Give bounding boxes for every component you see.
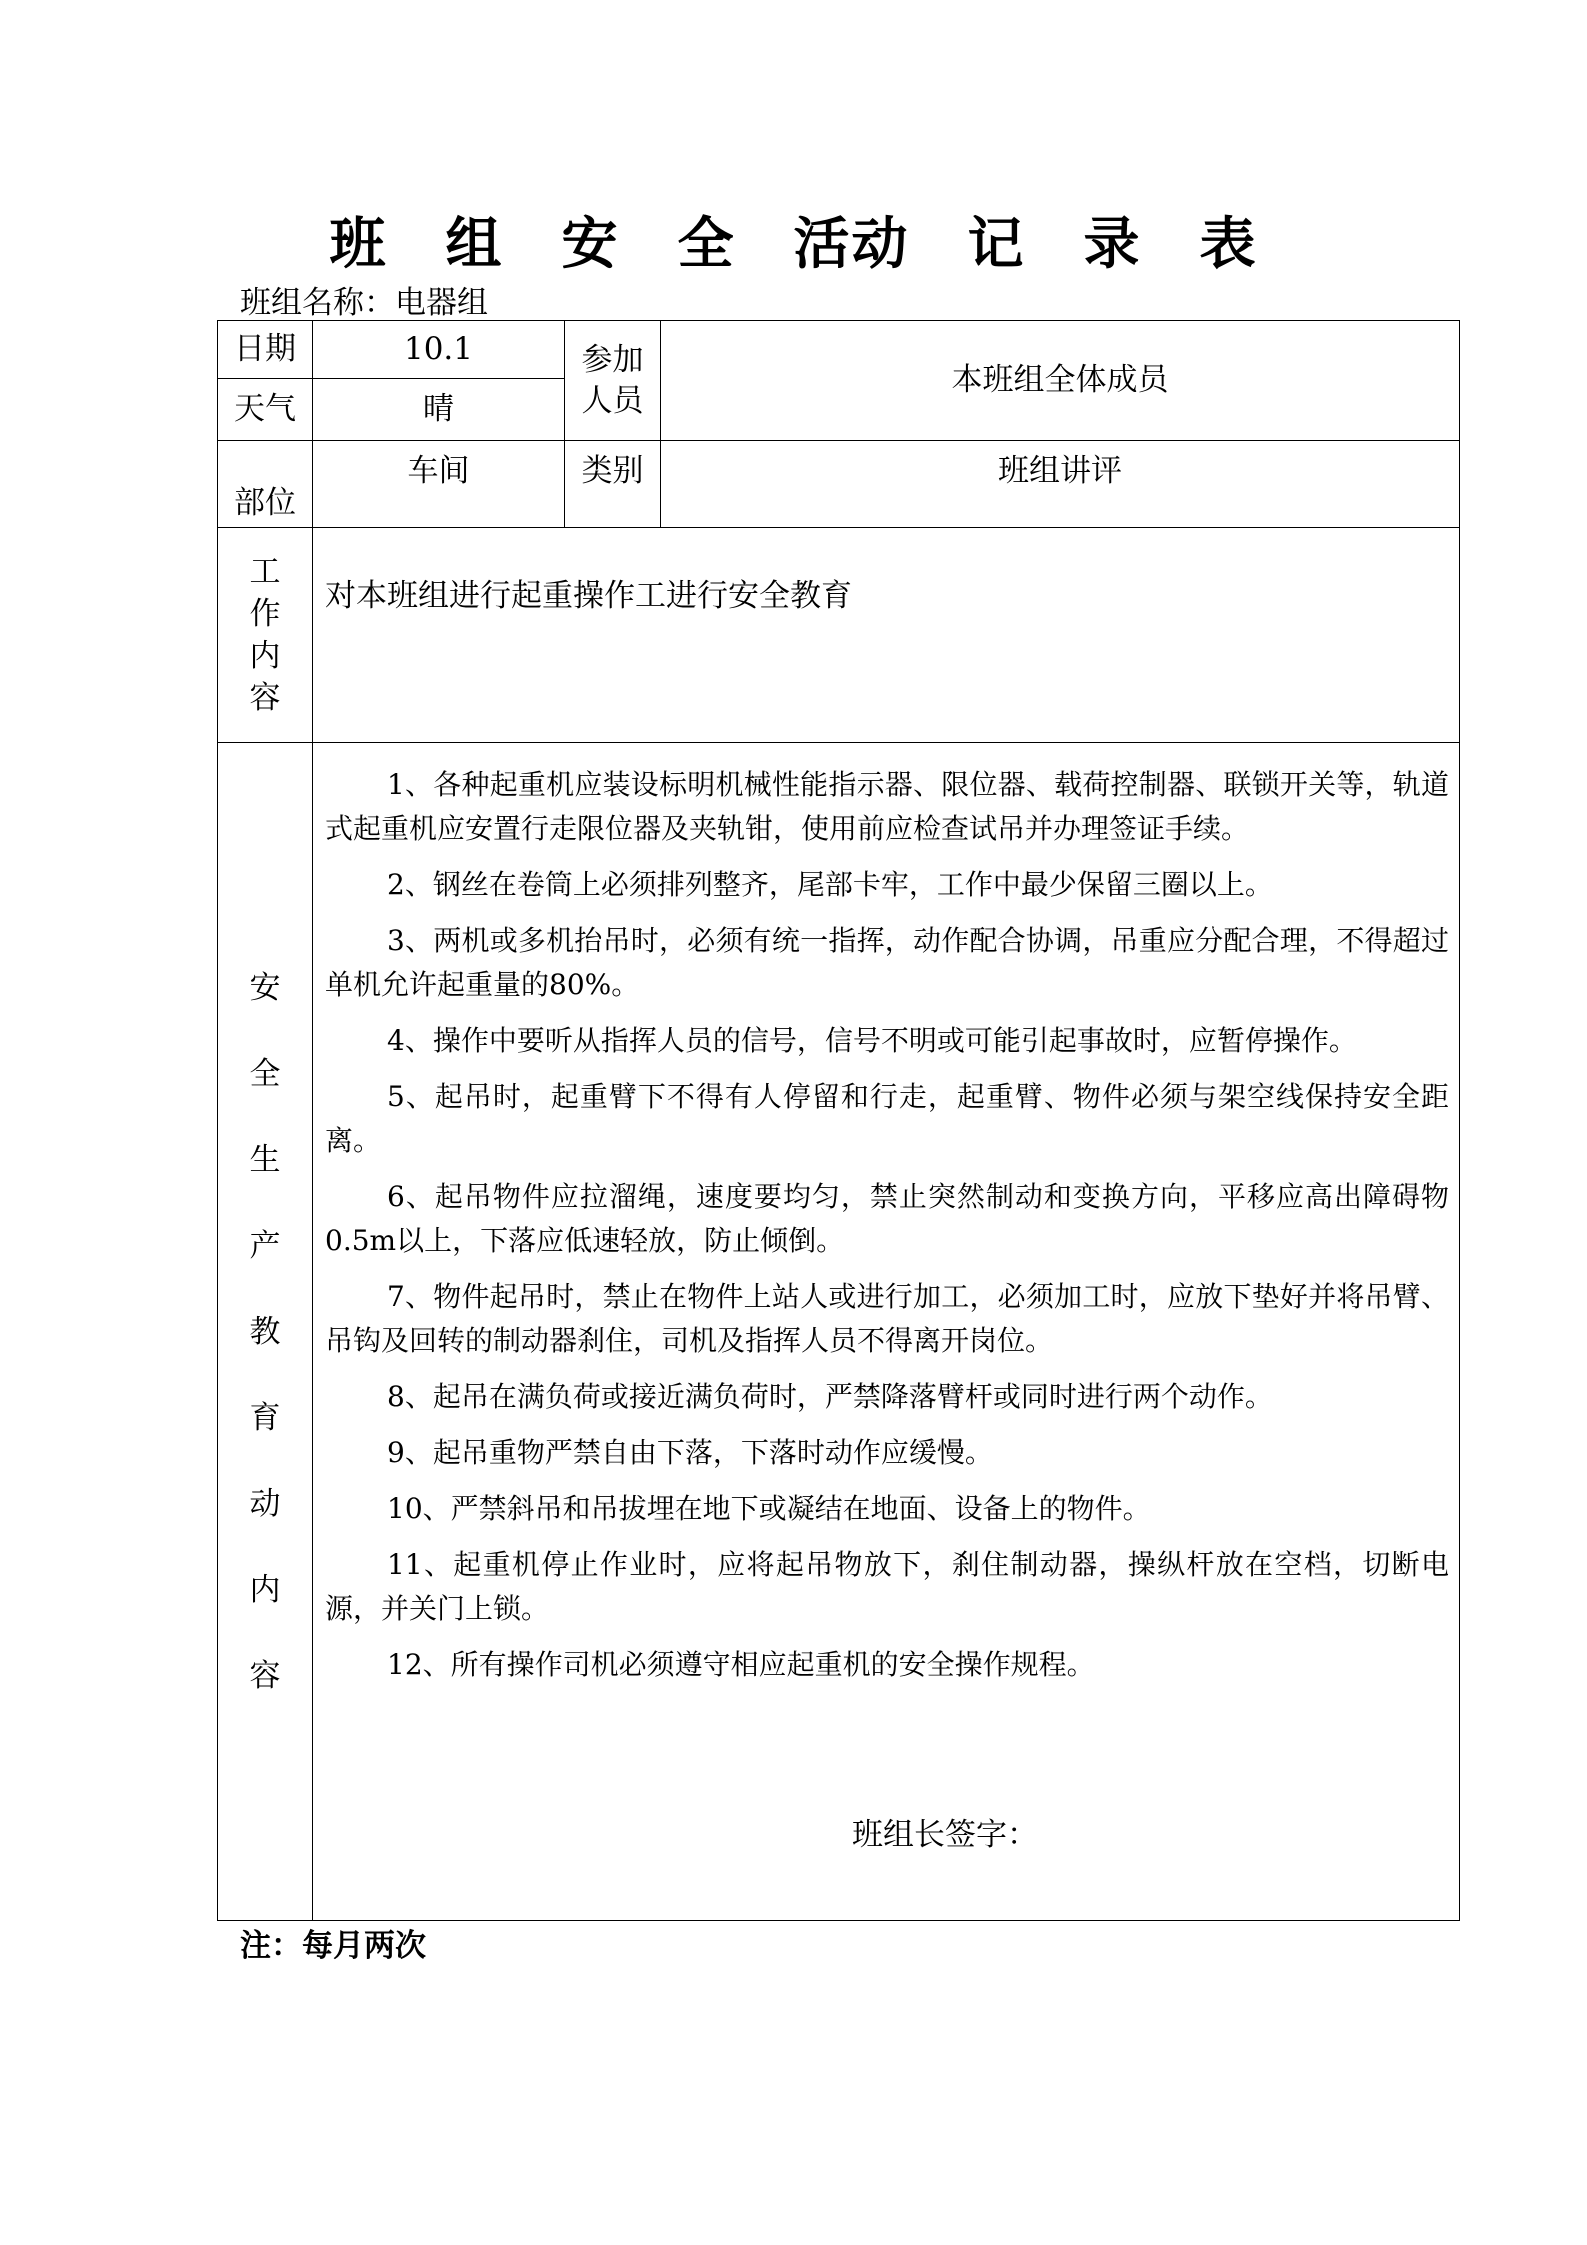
title-char: 班 <box>329 211 388 277</box>
safety-education-content <box>313 743 1460 1921</box>
safety-rule: 7、物件起吊时，禁止在物件上站人或进行加工，必须加工时，应放下垫好并将吊臂、吊钩及回转的制动器刹住，司机及指挥人员不得离开岗位。 <box>325 1280 1449 1357</box>
safety-education-label <box>218 743 313 1921</box>
participants-label-line: 人员 <box>581 382 644 419</box>
work-label-char: 工 <box>249 554 281 590</box>
title-char: 安 <box>561 211 620 277</box>
title-char: 表 <box>1199 211 1258 277</box>
safety-label-char: 容 <box>249 1657 281 1694</box>
team-leader-signature-label: 班组长签字： <box>852 1817 1038 1853</box>
title-char: 记 <box>967 211 1026 277</box>
safety-label-char: 全 <box>249 1055 281 1092</box>
safety-label-char: 产 <box>249 1227 281 1264</box>
safety-rule: 12、所有操作司机必须遵守相应起重机的安全操作规程。 <box>387 1648 1095 1681</box>
safety-rule: 3、两机或多机抬吊时，必须有统一指挥，动作配合协调，吊重应分配合理，不得超过单机允许起重量的80%。 <box>325 924 1449 1001</box>
location-label: 部位 <box>218 441 313 528</box>
safety-rule: 1、各种起重机应装设标明机械性能指示器、限位器、载荷控制器、联锁开关等，轨道式起重机应安置行走限位器及夹轨钳，使用前应检查试吊并办理签证手续。 <box>325 768 1449 845</box>
work-label-char: 容 <box>249 680 281 716</box>
work-label-char: 作 <box>249 596 281 632</box>
participants-label <box>565 321 661 441</box>
category-label: 类别 <box>565 441 661 528</box>
safety-rule: 5、起吊时，起重臂下不得有人停留和行走，起重臂、物件必须与架空线保持安全距离。 <box>325 1080 1449 1157</box>
weather-value: 晴 <box>313 379 565 441</box>
work-content-value: 对本班组进行起重操作工进行安全教育 <box>313 528 1460 743</box>
safety-rule: 4、操作中要听从指挥人员的信号，信号不明或可能引起事故时，应暂停操作。 <box>387 1024 1357 1057</box>
title-char: 活动 <box>793 211 910 277</box>
participants-value: 本班组全体成员 <box>661 321 1460 441</box>
title-char: 组 <box>445 211 504 277</box>
safety-rule: 8、起吊在满负荷或接近满负荷时，严禁降落臂杆或同时进行两个动作。 <box>387 1380 1273 1413</box>
safety-rule: 2、钢丝在卷筒上必须排列整齐，尾部卡牢，工作中最少保留三圈以上。 <box>387 868 1273 901</box>
title-char: 录 <box>1083 211 1142 277</box>
weather-label: 天气 <box>218 379 313 441</box>
team-name: 班组名称：电器组 <box>240 285 488 321</box>
safety-rule: 9、起吊重物严禁自由下落，下落时动作应缓慢。 <box>387 1436 993 1469</box>
date-label: 日期 <box>218 321 313 379</box>
activity-record-table <box>217 320 1460 1921</box>
category-value: 班组讲评 <box>661 441 1460 528</box>
safety-rule: 11、起重机停止作业时，应将起吊物放下，刹住制动器，操纵杆放在空档，切断电源，并关门上锁。 <box>325 1548 1449 1625</box>
safety-label-char: 动 <box>249 1485 281 1522</box>
title-char: 全 <box>677 211 736 277</box>
work-label-char: 内 <box>249 638 281 674</box>
safety-label-char: 安 <box>249 969 281 1006</box>
safety-rule: 10、严禁斜吊和吊拔埋在地下或凝结在地面、设备上的物件。 <box>387 1492 1151 1525</box>
work-content-label <box>218 528 313 743</box>
safety-label-char: 教 <box>249 1313 281 1350</box>
footnote: 注：每月两次 <box>240 1928 426 1964</box>
safety-label-char: 育 <box>249 1399 281 1436</box>
safety-label-char: 内 <box>249 1571 281 1608</box>
safety-label-char: 生 <box>249 1141 281 1178</box>
safety-rule: 6、起吊物件应拉溜绳，速度要均匀，禁止突然制动和变换方向，平移应高出障碍物0.5m以上，下落应低速轻放，防止倾倒。 <box>325 1180 1449 1257</box>
location-value: 车间 <box>313 441 565 528</box>
participants-label-line: 参加 <box>581 342 644 379</box>
date-value: 10.1 <box>313 321 565 379</box>
page-title <box>0 200 1587 280</box>
